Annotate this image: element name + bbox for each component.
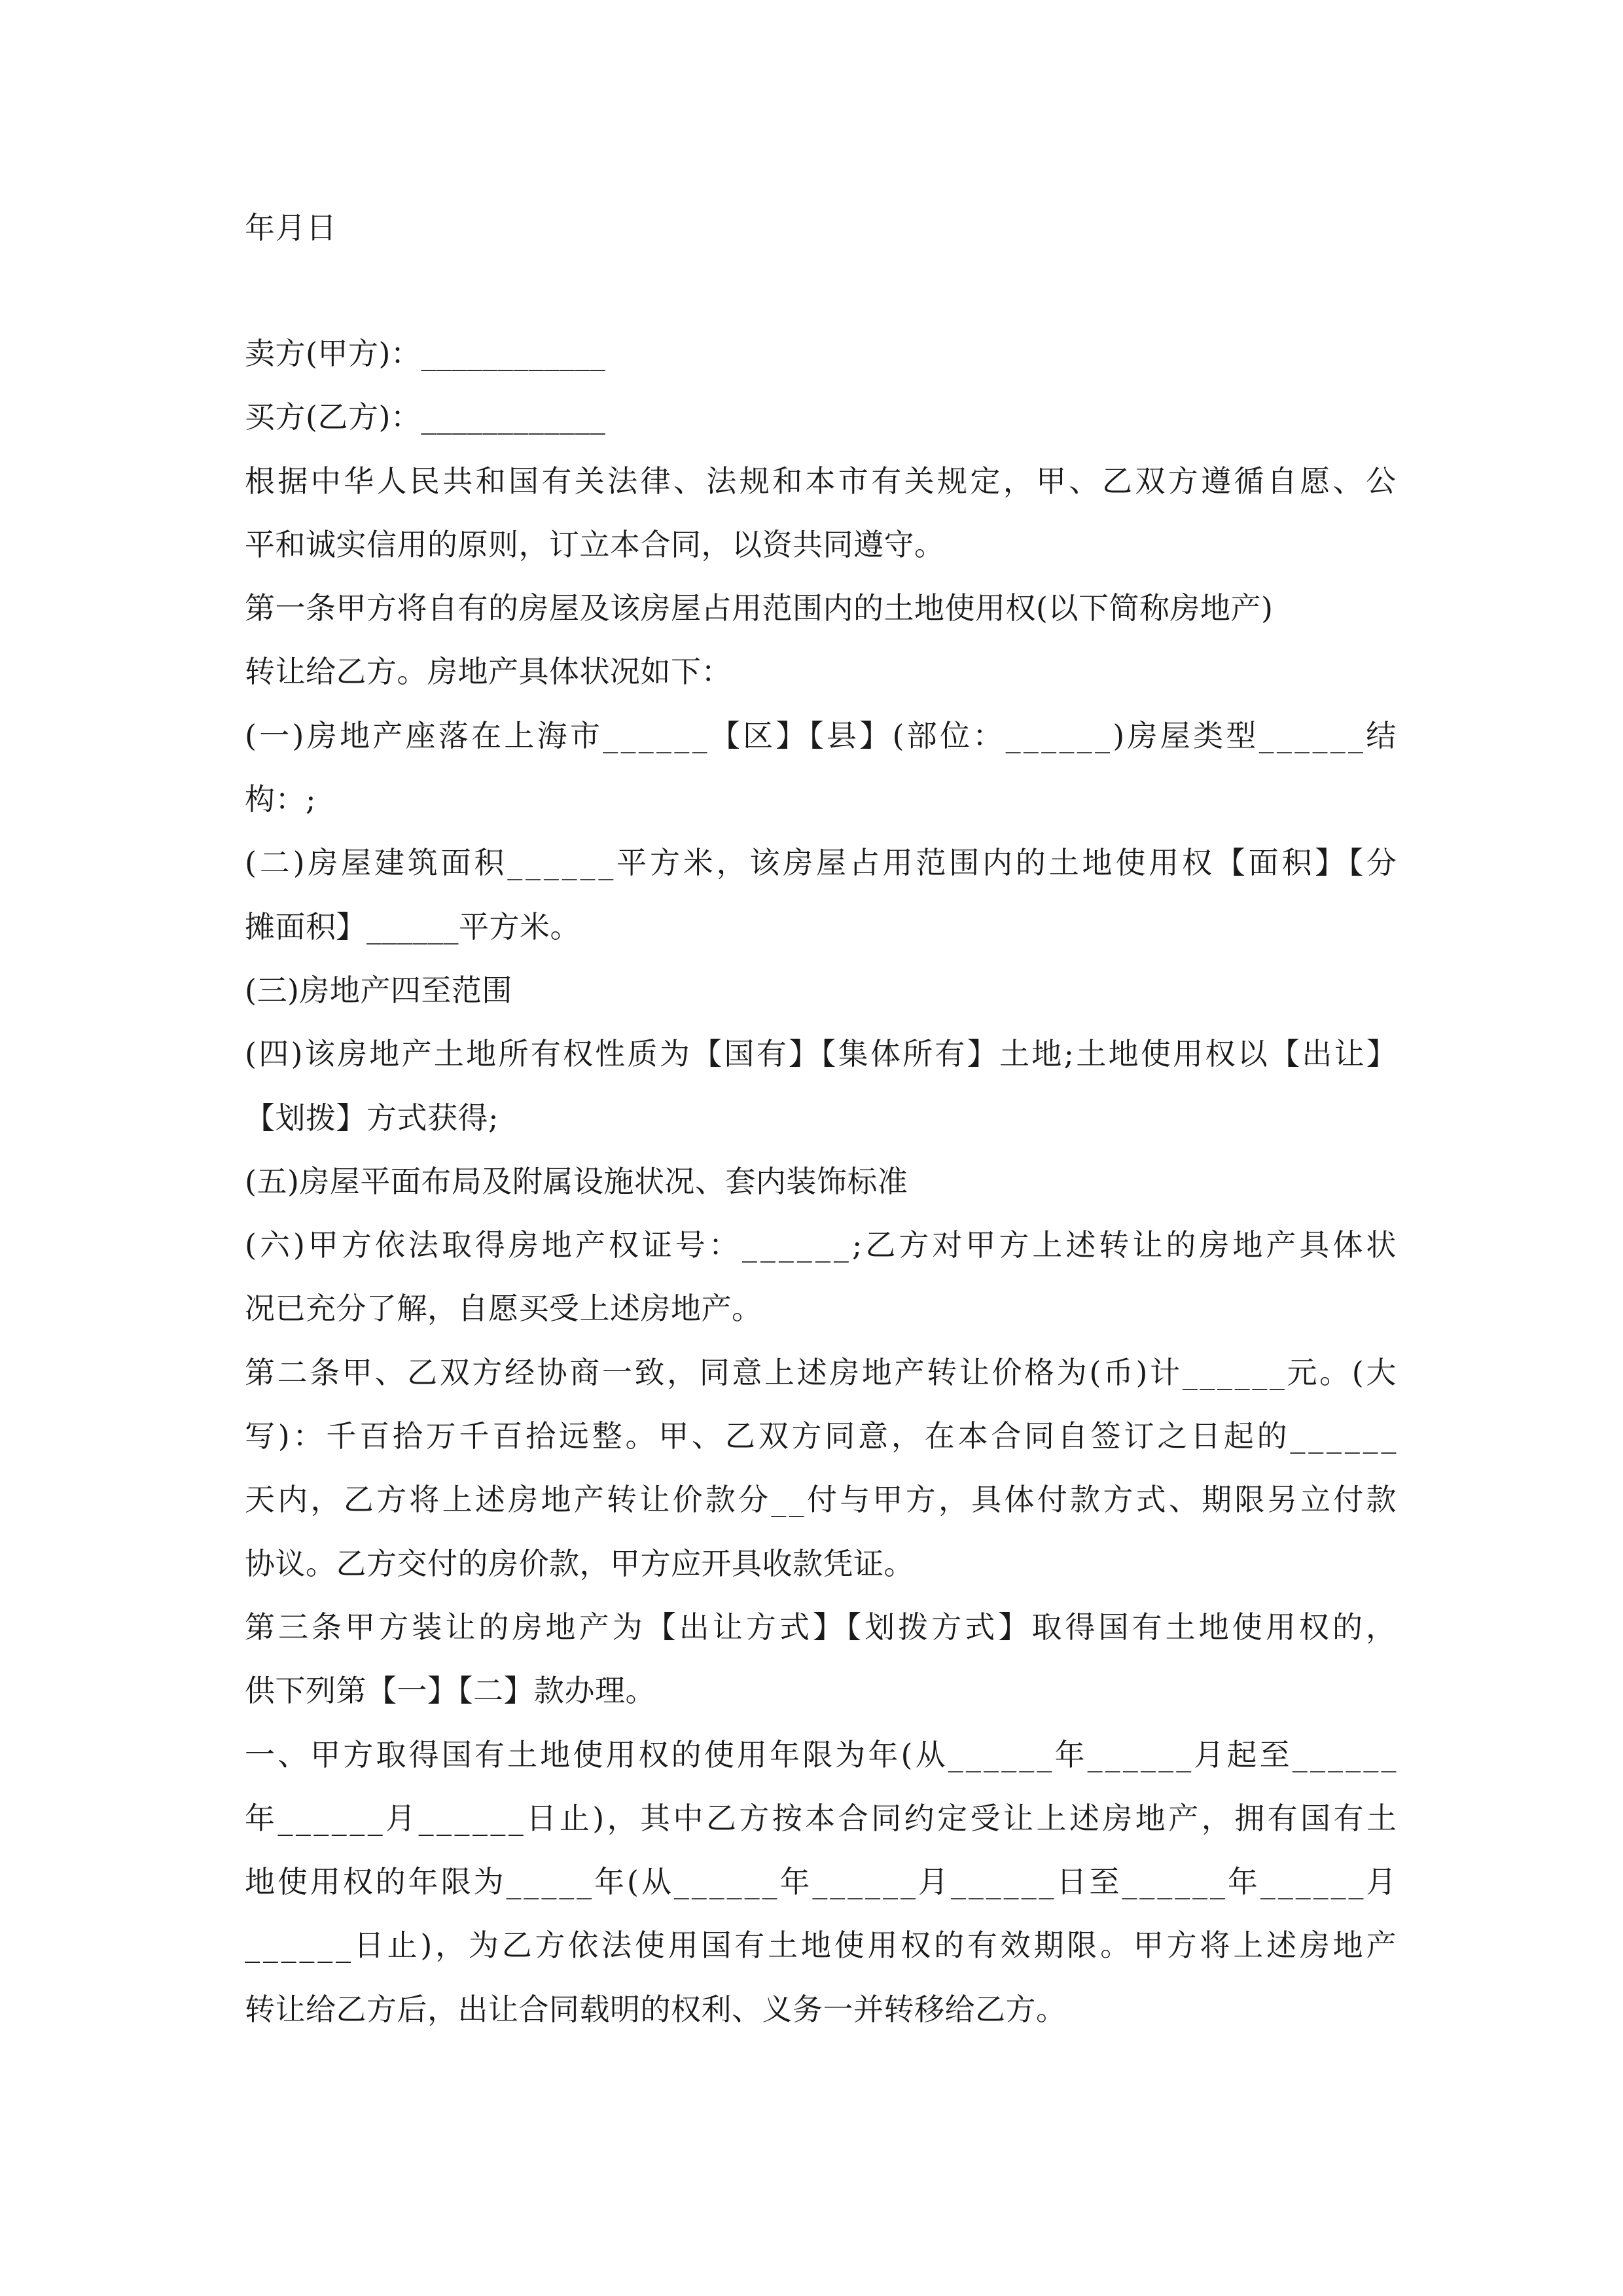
text-line: 第三条甲方装让的房地产为【出让方式】【划拨方式】取得国有土地使用权的， xyxy=(245,1609,1400,1645)
contract-body xyxy=(245,330,1400,2049)
text-line: 卖方(甲方)：____________ xyxy=(245,336,606,371)
text-line: 年______月______日止)，其中乙方按本合同约定受让上述房地产，拥有国有土 xyxy=(245,1800,1400,1836)
date-line: 年月日 xyxy=(245,210,337,245)
text-line: 地使用权的年限为_____年(从______年______月______日至______年______月 xyxy=(245,1864,1399,1900)
text-line: (二)房屋建筑面积______平方米，该房屋占用范围内的土地使用权【面积】【分 xyxy=(245,845,1400,881)
text-line: 第二条甲、乙双方经协商一致，同意上述房地产转让价格为(币)计______元。(大 xyxy=(245,1354,1399,1390)
text-line: 况已充分了解，自愿买受上述房地产。 xyxy=(245,1291,762,1327)
text-line: 第一条甲方将自有的房屋及该房屋占用范围内的土地使用权(以下简称房地产) xyxy=(245,590,1274,626)
text-line: 买方(乙方)：____________ xyxy=(245,399,606,435)
text-line: 供下列第【一】【二】款办理。 xyxy=(245,1673,656,1709)
text-line: 协议。乙方交付的房价款，甲方应开具收款凭证。 xyxy=(245,1545,914,1581)
text-line: 根据中华人民共和国有关法律、法规和本市有关规定，甲、乙双方遵循自愿、公 xyxy=(245,463,1399,499)
text-line: ______日止)，为乙方依法使用国有土地使用权的有效期限。甲方将上述房地产 xyxy=(245,1928,1400,1964)
text-line: (五)房屋平面布局及附属设施状况、套内装饰标准 xyxy=(245,1163,908,1199)
text-line: (四)该房地产土地所有权性质为【国有】【集体所有】土地;土地使用权以【出让】 xyxy=(245,1036,1399,1072)
text-line: 转让给乙方。房地产具体状况如下： xyxy=(245,654,732,690)
text-line: 一、甲方取得国有土地使用权的使用年限为年(从______年______月起至______ xyxy=(245,1736,1399,1772)
text-line: 摊面积】______平方米。 xyxy=(245,908,580,944)
text-line: (六)甲方依法取得房地产权证号：______;乙方对甲方上述转让的房地产具体状 xyxy=(245,1227,1400,1263)
text-line: 平和诚实信用的原则，订立本合同，以资共同遵守。 xyxy=(245,526,945,562)
text-line: 【划拨】方式获得; xyxy=(245,1100,499,1136)
text-line: 写)：千百拾万千百拾远整。甲、乙双方同意，在本合同自签订之日起的______ xyxy=(245,1418,1400,1454)
text-line: 转让给乙方后，出让合同载明的权利、义务一并转移给乙方。 xyxy=(245,1991,1067,2027)
text-line: 构：; xyxy=(245,781,316,817)
text-line: (三)房地产四至范围 xyxy=(245,972,512,1008)
text-line: 天内，乙方将上述房地产转让价款分__付与甲方，具体付款方式、期限另立付款 xyxy=(245,1482,1399,1518)
text-line: (一)房地产座落在上海市______【区】【县】(部位：______)房屋类型______结 xyxy=(245,717,1399,753)
